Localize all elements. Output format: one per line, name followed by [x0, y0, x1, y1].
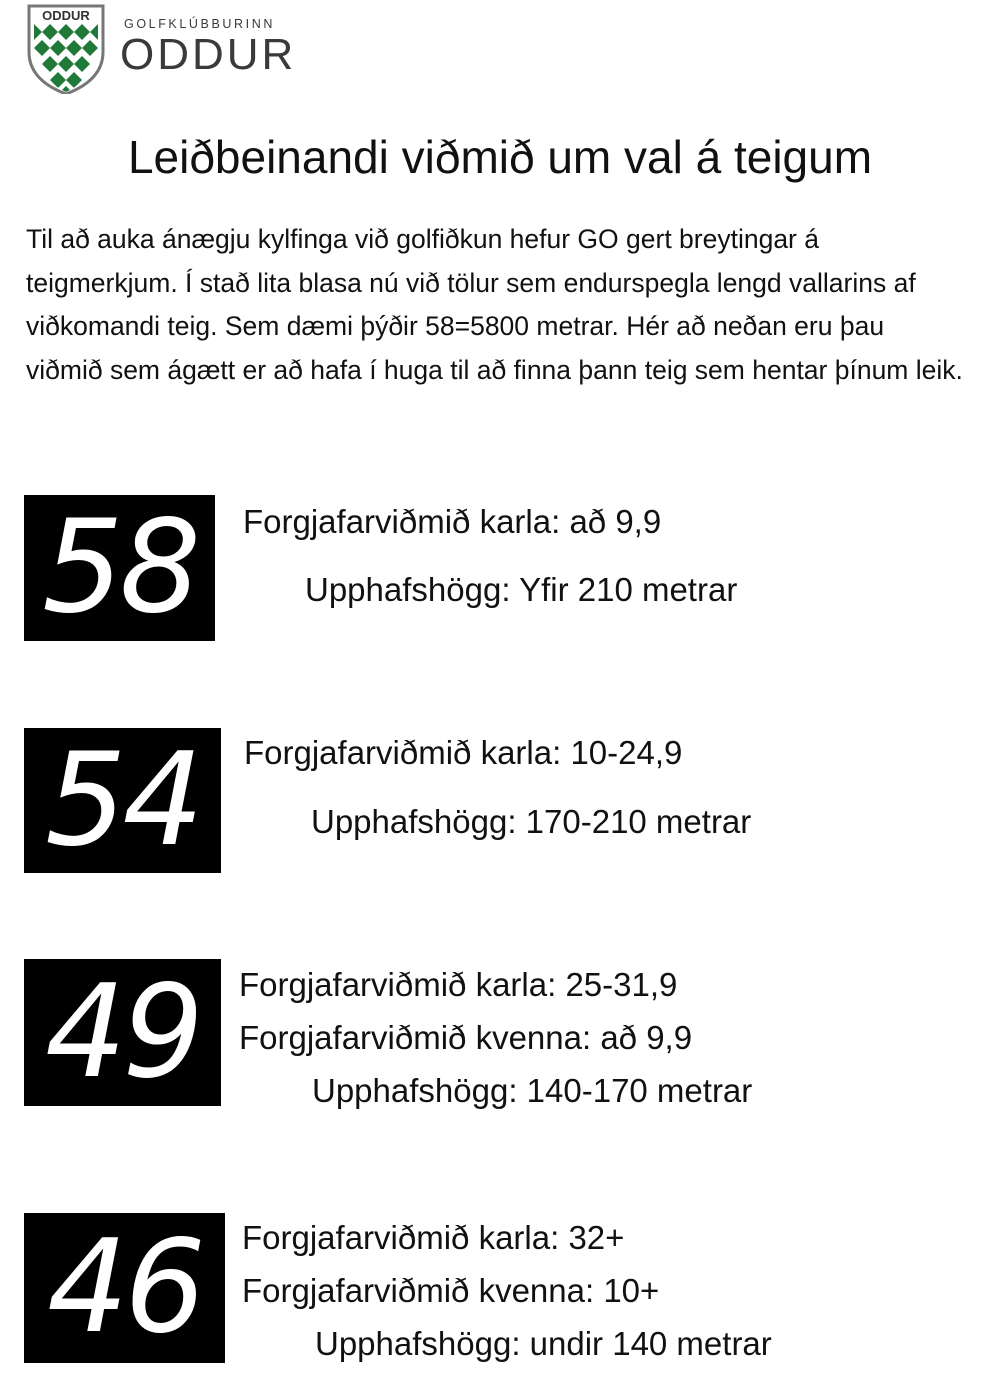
tee-58-handicap-men: Forgjafarviðmið karla: að 9,9	[243, 503, 662, 540]
page-title: Leiðbeinandi viðmið um val á teigum	[127, 131, 873, 183]
tee-number: 58	[42, 495, 197, 641]
tee-46-handicap-men: Forgjafarviðmið karla: 32+	[242, 1219, 625, 1256]
logo-wordmark: ODDUR	[42, 8, 90, 23]
tee-number: 46	[47, 1213, 202, 1362]
tee-46-drive-length: Upphafshögg: undir 140 metrar	[315, 1325, 772, 1362]
brand-subtitle: GOLFKLÚBBURINN	[124, 17, 276, 31]
tee-marker-46	[24, 1213, 225, 1363]
tee-number: 54	[45, 728, 200, 873]
tee-marker-58	[24, 495, 215, 641]
brand-name: ODDUR	[120, 30, 297, 79]
tee-58-drive-length: Upphafshögg: Yfir 210 metrar	[305, 571, 738, 608]
tee-54-drive-length: Upphafshögg: 170-210 metrar	[311, 803, 752, 840]
intro-paragraph: Til að auka ánægju kylfinga við golfiðkun hefur GO gert breytingar á teigmerkjum. Í stað lita blasa nú við tölur sem endurspegla lengd vallarins af viðkomandi teig. Sem dæmi þýðir 58=5800 metrar. Hér að neðan eru þau viðmið sem ágætt er að hafa í huga til að finna þann teig sem hentar þínum leik.	[26, 224, 963, 385]
tee-marker-54	[24, 728, 221, 873]
tee-49-handicap-women: Forgjafarviðmið kvenna: að 9,9	[239, 1019, 693, 1056]
tee-46-handicap-women: Forgjafarviðmið kvenna: 10+	[242, 1272, 660, 1309]
tee-marker-49	[24, 959, 221, 1106]
tee-number: 49	[45, 959, 200, 1106]
tee-49-handicap-men: Forgjafarviðmið karla: 25-31,9	[239, 966, 678, 1003]
tee-54-handicap-men: Forgjafarviðmið karla: 10-24,9	[244, 734, 683, 771]
oddur-logo-icon	[26, 2, 106, 94]
tee-49-drive-length: Upphafshögg: 140-170 metrar	[312, 1072, 753, 1109]
